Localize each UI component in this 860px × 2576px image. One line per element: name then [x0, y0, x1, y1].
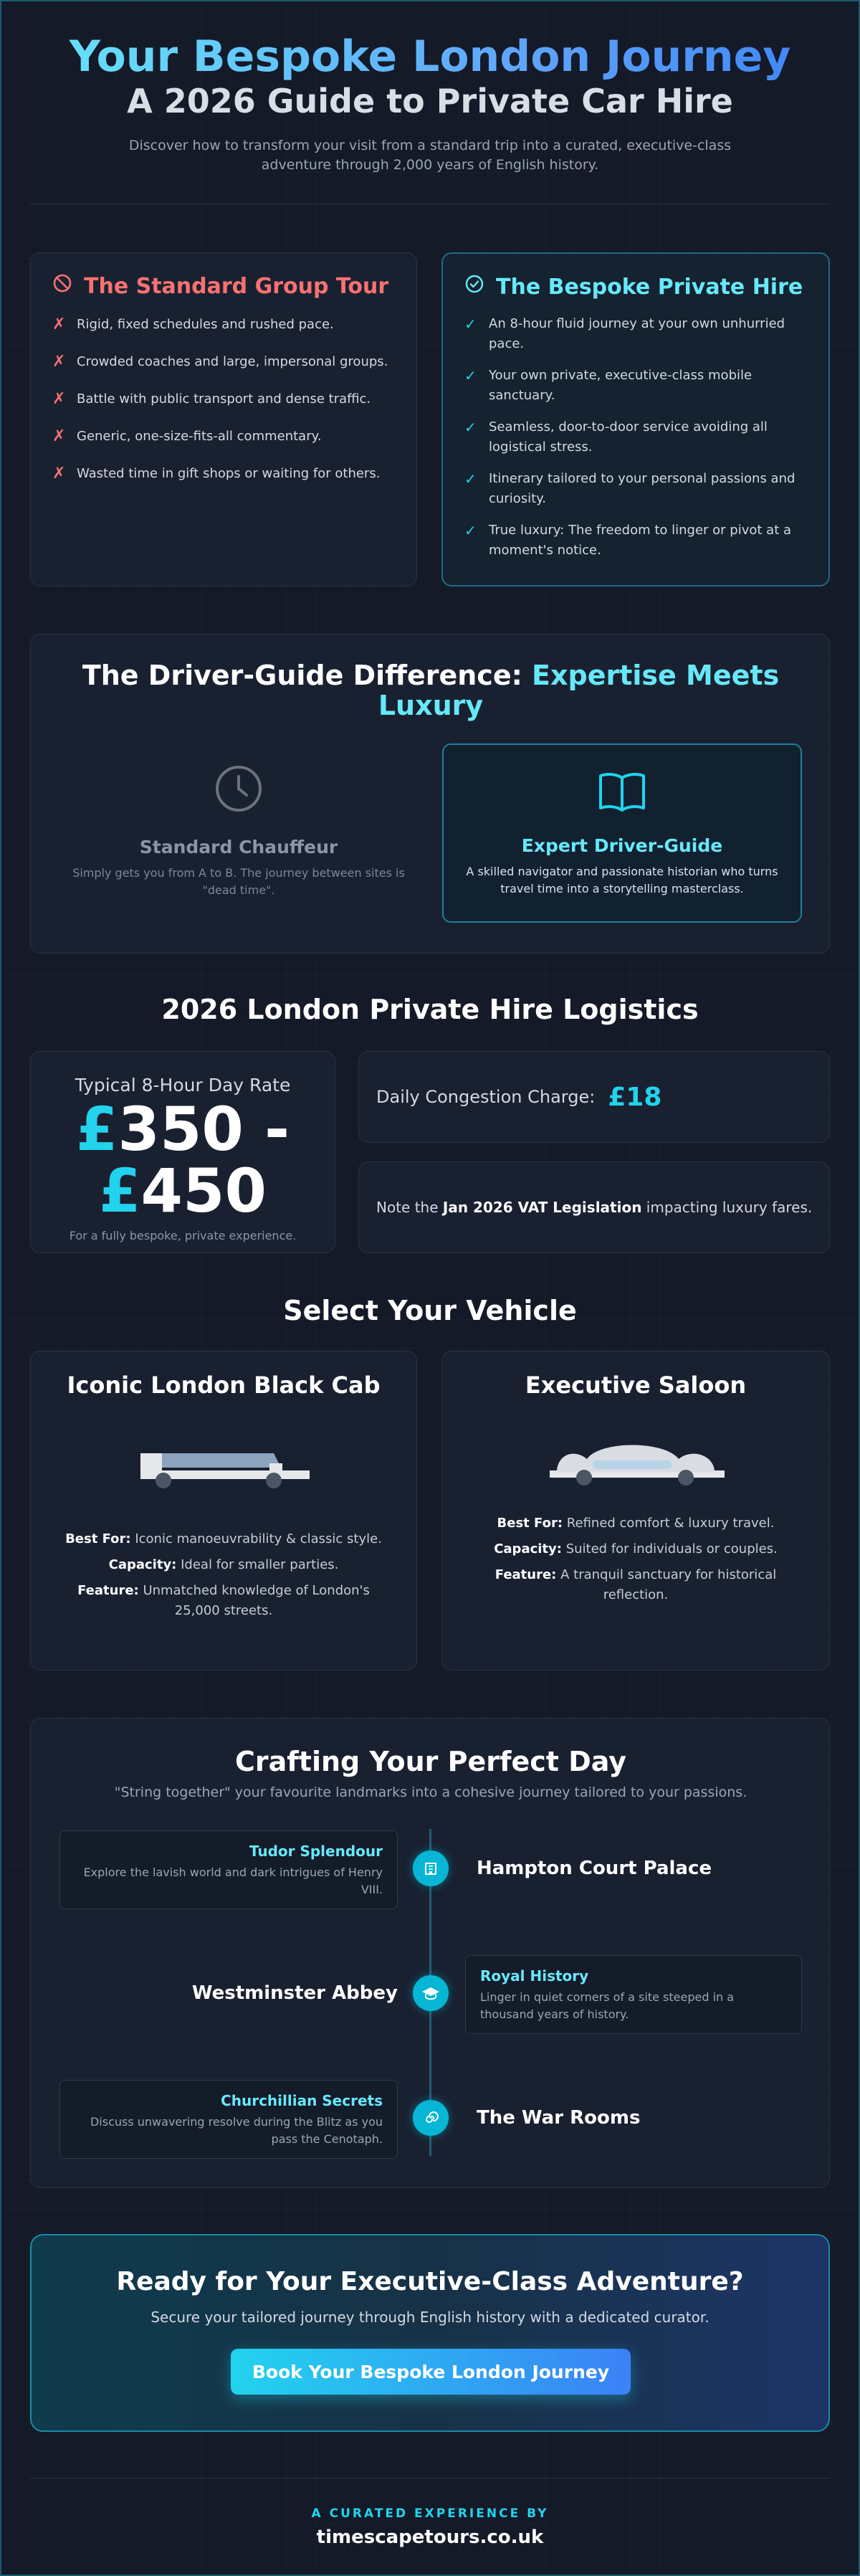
- black-cab-title: Iconic London Black Cab: [67, 1372, 381, 1399]
- itinerary-section: [30, 1718, 830, 2188]
- stop-place-westminster-abbey[interactable]: Westminster Abbey: [191, 1982, 398, 2004]
- list-item: ✗ Battle with public transport and dense traffic.: [52, 390, 371, 408]
- bespoke-hire-title-text: The Bespoke Private Hire: [496, 274, 803, 300]
- graduation-cap-icon: [413, 1975, 449, 2011]
- itinerary-title: Crafting Your Perfect Day: [234, 1746, 626, 1777]
- stop-heading: Tudor Splendour: [249, 1843, 383, 1860]
- list-item: ✗ Rigid, fixed schedules and rushed pace.: [52, 315, 334, 333]
- day-rate-card: [30, 1051, 335, 1253]
- bespoke-hire-list: [464, 314, 807, 561]
- stop-heading: Royal History: [480, 1967, 589, 1985]
- expert-driver-guide-desc: A skilled navigator and passionate historian who turns travel time into a storytelling masterclass.: [466, 865, 778, 895]
- vehicle-section-title: Select Your Vehicle: [283, 1295, 577, 1326]
- black-cab-best-for: Best For: Iconic manoeuvrability & classic style.: [65, 1531, 382, 1546]
- stop-description: Linger in quiet corners of a site steeped in a thousand years of history.: [480, 1990, 735, 2021]
- stop-card-tudor: [59, 1830, 398, 1909]
- palace-icon: [413, 1850, 449, 1886]
- congestion-charge-label: Daily Congestion Charge:: [376, 1087, 596, 1107]
- driver-guide-section: [30, 634, 830, 954]
- stop-heading: Churchillian Secrets: [221, 2092, 383, 2109]
- footer-site-link[interactable]: timescapetours.co.uk: [316, 2527, 544, 2548]
- executive-saloon-feature: Feature: A tranquil sanctuary for historical reflection.: [494, 1567, 777, 1602]
- check-icon: ✓: [464, 315, 477, 333]
- executive-saloon-details: [442, 1513, 829, 1605]
- standard-tour-card: [30, 252, 417, 586]
- check-icon: ✓: [464, 367, 477, 384]
- itinerary-subtitle: "String together" your favourite landmarks into a cohesive journey tailored to your passions.: [114, 1784, 747, 1800]
- stop-card-royal: [465, 1955, 802, 2034]
- list-item: ✓ Your own private, executive-class mobile sanctuary.: [464, 366, 807, 406]
- standard-tour-title: [52, 273, 395, 299]
- black-cab-card[interactable]: [30, 1351, 417, 1670]
- cta-section: [30, 2234, 830, 2432]
- check-icon: ✓: [464, 522, 477, 539]
- executive-saloon-best-for: Best For: Refined comfort & luxury travel.: [497, 1516, 775, 1531]
- standard-chauffeur-name: Standard Chauffeur: [139, 837, 338, 857]
- page-title: Your Bespoke London Journey: [0, 27, 860, 86]
- logistics-title: 2026 London Private Hire Logistics: [161, 994, 699, 1025]
- cross-icon: ✗: [52, 315, 66, 333]
- day-rate-label: Typical 8-Hour Day Rate: [75, 1075, 291, 1095]
- spiral-icon: [413, 2100, 449, 2136]
- bespoke-hire-card: [441, 252, 830, 586]
- black-cab-feature: Feature: Unmatched knowledge of London's 25,000 streets.: [77, 1583, 370, 1618]
- bespoke-hire-title: [464, 274, 807, 300]
- expert-driver-guide-box: [442, 743, 802, 923]
- list-item: ✓ Itinerary tailored to your personal passions and curiosity.: [464, 469, 807, 509]
- list-item: ✓ Seamless, door-to-door service avoiding all logistical stress.: [464, 417, 807, 457]
- standard-tour-title-text: The Standard Group Tour: [84, 273, 389, 299]
- ban-icon: [52, 273, 72, 299]
- check-icon: ✓: [464, 470, 477, 488]
- cross-icon: ✗: [52, 390, 66, 408]
- standard-tour-list: [52, 315, 395, 484]
- check-circle-icon: [464, 274, 484, 300]
- stop-description: Discuss unwavering resolve during the Blitz as you pass the Cenotaph.: [90, 2115, 383, 2146]
- check-icon: ✓: [464, 419, 477, 436]
- stop-description: Explore the lavish world and dark intrigues of Henry VIII.: [83, 1866, 383, 1896]
- stop-place-hampton-court[interactable]: Hampton Court Palace: [477, 1858, 712, 1879]
- stop-card-churchill: [59, 2080, 398, 2159]
- page-subtitle: A 2026 Guide to Private Car Hire: [127, 82, 733, 120]
- footer-label: A CURATED EXPERIENCE BY: [311, 2506, 549, 2521]
- black-cab-icon: [31, 1436, 416, 1503]
- stop-place-war-rooms[interactable]: The War Rooms: [477, 2107, 641, 2129]
- executive-saloon-title: Executive Saloon: [525, 1372, 747, 1399]
- open-book-icon: [444, 771, 801, 817]
- congestion-charge-value: £18: [608, 1082, 662, 1112]
- executive-saloon-card[interactable]: [441, 1351, 830, 1670]
- cta-subtitle: Secure your tailored journey through English history with a dedicated curator.: [150, 2309, 710, 2326]
- page-description: Discover how to transform your visit from a standard trip into a curated, executive-class adventure through 2,000 years of English history.: [128, 138, 732, 173]
- day-rate-value: £350 - £450: [76, 1094, 290, 1226]
- vat-legislation: Jan 2026 VAT Legislation: [442, 1199, 642, 1216]
- cross-icon: ✗: [52, 427, 66, 445]
- driver-guide-title: The Driver-Guide Difference: Expertise Meets Luxury: [82, 660, 780, 721]
- black-cab-capacity: Capacity: Ideal for smaller parties.: [108, 1557, 339, 1572]
- executive-saloon-icon: [442, 1430, 829, 1498]
- clock-icon: [59, 764, 418, 817]
- cta-title: Ready for Your Executive-Class Adventure?: [116, 2267, 744, 2296]
- book-journey-button[interactable]: Book Your Bespoke London Journey: [231, 2349, 631, 2395]
- cross-icon: ✗: [52, 353, 66, 371]
- standard-chauffeur-box: [59, 743, 418, 923]
- black-cab-details: [31, 1529, 416, 1621]
- list-item: ✓ An 8-hour fluid journey at your own unhurried pace.: [464, 314, 807, 354]
- list-item: ✗ Crowded coaches and large, impersonal groups.: [52, 353, 388, 371]
- expert-driver-guide-name: Expert Driver-Guide: [521, 835, 723, 856]
- cross-icon: ✗: [52, 465, 66, 483]
- executive-saloon-capacity: Capacity: Suited for individuals or couples.: [494, 1541, 778, 1556]
- day-rate-note: For a fully bespoke, private experience.: [69, 1229, 297, 1242]
- standard-chauffeur-desc: Simply gets you from A to B. The journey between sites is "dead time".: [72, 866, 405, 897]
- vat-note-card: Note the Jan 2026 VAT Legislation impacting luxury fares.: [358, 1161, 830, 1253]
- list-item: ✗ Wasted time in gift shops or waiting for others.: [52, 465, 381, 483]
- list-item: ✗ Generic, one-size-fits-all commentary.: [52, 427, 322, 445]
- list-item: ✓ True luxury: The freedom to linger or pivot at a moment's notice.: [464, 521, 807, 561]
- congestion-charge-card: [358, 1051, 830, 1143]
